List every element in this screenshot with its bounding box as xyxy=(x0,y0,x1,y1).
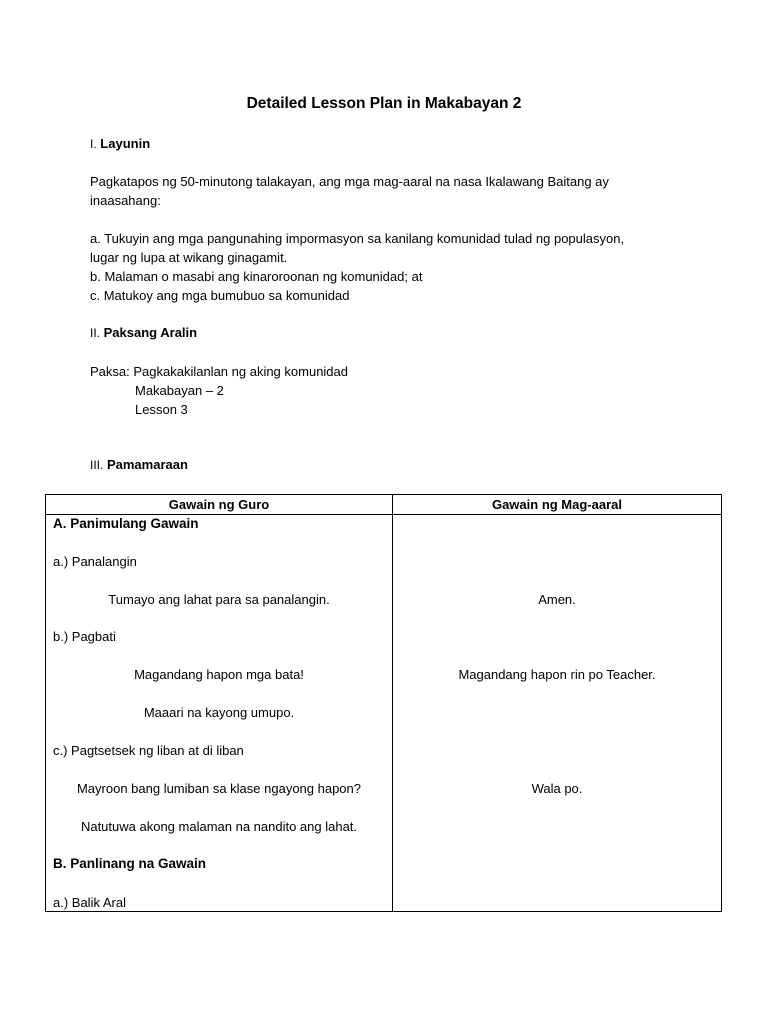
section-number: III. xyxy=(90,458,104,472)
student-cell xyxy=(393,515,722,912)
teacher-line-greeting: Magandang hapon mga bata! xyxy=(134,667,304,682)
item-panalangin: a.) Panalangin xyxy=(53,554,137,569)
student-response-wala: Wala po. xyxy=(531,781,583,796)
teacher-line-all-present: Natutuwa akong malaman na nandito ang lahat. xyxy=(80,819,358,834)
teacher-cell xyxy=(46,515,393,912)
section-label: Paksang Aralin xyxy=(103,325,198,340)
intro-line-2: inaasahang: xyxy=(90,193,161,208)
objective-line-2: lugar ng lupa at wikang ginagamit. xyxy=(90,250,288,265)
item-attendance: c.) Pagtsetsek ng liban at di liban xyxy=(53,743,244,758)
section-label: Layunin xyxy=(100,136,151,151)
section-paksang-aralin xyxy=(90,325,197,340)
section-number: II. xyxy=(90,326,101,340)
intro-line-1: Pagkatapos ng 50-minutong talakayan, ang mga mag-aaral na nasa Ikalawang Baitang ay xyxy=(90,174,609,189)
paksa-line-1: Paksa: Pagkakakilanlan ng aking komunidad xyxy=(90,364,349,379)
objective-line-1: a. Tukuyin ang mga pangunahing impormasyon sa kanilang komunidad tulad ng populasyon, xyxy=(90,231,625,246)
objective-line-4: c. Matukoy ang mga bumubuo sa komunidad xyxy=(90,288,350,303)
section-number: I. xyxy=(90,137,97,151)
student-response-greeting: Magandang hapon rin po Teacher. xyxy=(458,667,656,682)
header-teacher: Gawain ng Guro xyxy=(46,495,393,515)
table-header-row xyxy=(46,495,722,515)
section-layunin xyxy=(90,136,150,151)
table-row xyxy=(46,515,722,912)
teacher-line-absent-question: Mayroon bang lumiban sa klase ngayong hapon? xyxy=(76,781,362,796)
heading-panimulang-gawain: A. Panimulang Gawain xyxy=(53,516,199,531)
section-pamamaraan xyxy=(90,457,188,472)
lesson-table xyxy=(45,494,722,912)
heading-panlinang-na-gawain: B. Panlinang na Gawain xyxy=(53,856,207,871)
objective-line-3: b. Malaman o masabi ang kinaroroonan ng komunidad; at xyxy=(90,269,423,284)
teacher-line-sit: Maaari na kayong umupo. xyxy=(143,705,295,720)
teacher-line-panalangin: Tumayo ang lahat para sa panalangin. xyxy=(108,592,330,607)
student-response-amen: Amen. xyxy=(538,592,576,607)
document-title: Detailed Lesson Plan in Makabayan 2 xyxy=(246,95,522,112)
section-label: Pamamaraan xyxy=(106,457,188,472)
paksa-line-2: Makabayan – 2 xyxy=(135,383,224,398)
item-balik-aral: a.) Balik Aral xyxy=(53,895,126,910)
paksa-line-3: Lesson 3 xyxy=(135,402,188,417)
header-student: Gawain ng Mag-aaral xyxy=(393,495,722,515)
item-pagbati: b.) Pagbati xyxy=(53,629,116,644)
